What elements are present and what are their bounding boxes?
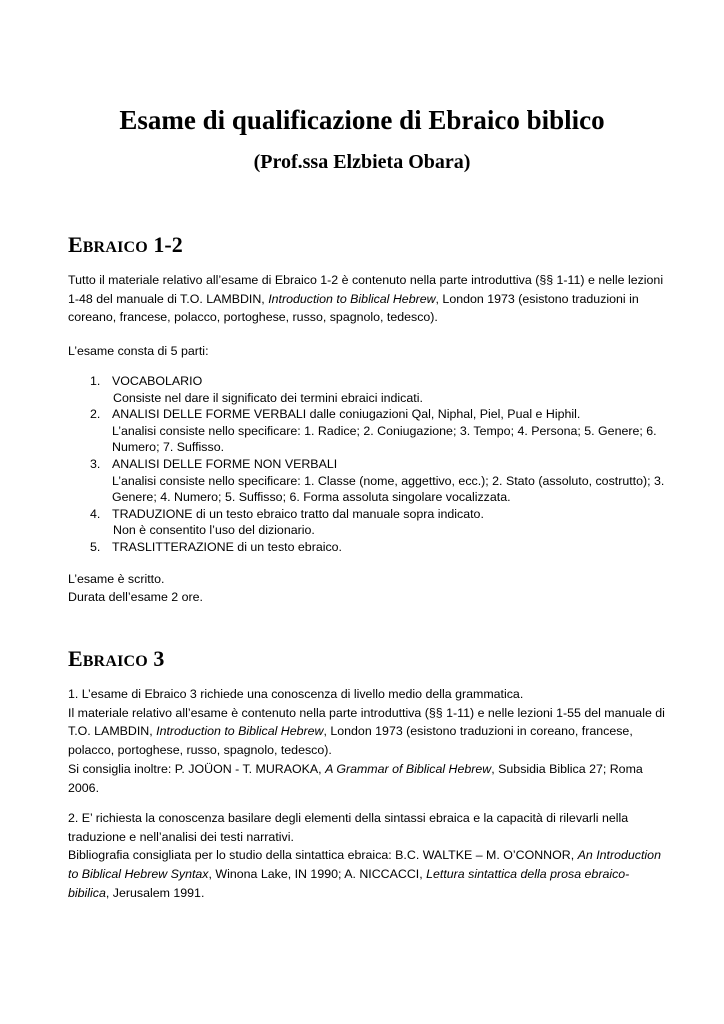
book-title: Lettura sintattica della prosa ebraico-bibilica bbox=[68, 867, 630, 900]
list-item bbox=[68, 456, 668, 506]
exam-parts-list bbox=[68, 373, 668, 556]
document-subtitle: (Prof.ssa Elzbieta Obara) bbox=[253, 151, 471, 173]
parts-intro: L’esame consta di 5 parti: bbox=[68, 344, 209, 358]
list-item-description: L’analisi consiste nello specificare: 1. Classe (nome, aggettivo, ecc.); 2. Stato (assoluto, costrutto); 3. Genere; 4. Numero; 5. Suffisso; 6. Forma assoluta singolare vocalizzata. bbox=[112, 473, 665, 505]
list-item-number: 4. bbox=[90, 506, 101, 521]
exam-written-line: L’esame è scritto. bbox=[68, 572, 165, 586]
section2-paragraph-2 bbox=[68, 809, 668, 903]
heading-number: 3 bbox=[147, 646, 165, 671]
list-item-number: 2. bbox=[90, 407, 101, 422]
heading-smallcaps: BRAICO bbox=[82, 239, 148, 256]
exam-format-note bbox=[68, 570, 668, 606]
list-item bbox=[68, 406, 668, 456]
list-item bbox=[68, 506, 668, 539]
document-title: Esame di qualificazione di Ebraico biblico bbox=[119, 105, 605, 135]
list-item-number: 5. bbox=[90, 539, 101, 554]
paragraph-line: 1. L’esame di Ebraico 3 richiede una conoscenza di livello medio della grammatica. bbox=[68, 687, 524, 701]
intro-text-end: , London 1973 (esistono traduzioni in coreano, francese, polacco, portoghese, russo, spagnolo, tedesco). bbox=[68, 291, 639, 325]
intro-text: Tutto il materiale relativo all’esame di Ebraico 1-2 è contenuto nella parte introduttiva (§§ 1-11) e nelle lezioni 1-48 del manuale di T.O. LAMBDIN, bbox=[68, 273, 664, 306]
heading-initial: E bbox=[68, 646, 83, 671]
book-title: An Introduction to Biblical Hebrew Syntax bbox=[68, 848, 661, 882]
intro-book-title: Introduction to Biblical Hebrew bbox=[268, 291, 436, 306]
list-item-title: VOCABOLARIO bbox=[112, 374, 203, 388]
paragraph-text: Bibliografia consigliata per lo studio della sintattica ebraica: B.C. WALTKE – M. O’CONNOR, bbox=[68, 848, 578, 863]
heading-number: 1-2 bbox=[147, 232, 183, 257]
paragraph-text: , Winona Lake, IN 1990; A. NICCACCI, bbox=[208, 867, 427, 882]
paragraph-line: 2. E’ richiesta la conoscenza basilare degli elementi della sintassi ebraica e la capacità di rilevarli nella traduzione e nell’analisi dei testi narrativi. bbox=[68, 811, 629, 844]
list-item-description: L’analisi consiste nello specificare: 1. Radice; 2. Coniugazione; 3. Tempo; 4. Persona; 5. Genere; 6. Numero; 7. Suffisso. bbox=[112, 423, 657, 455]
section1-intro-paragraph bbox=[68, 271, 668, 327]
paragraph-text: , London 1973 (esistono traduzioni in coreano, francese, polacco, portoghese, russo, spagnolo, tedesco). bbox=[68, 724, 633, 758]
list-item-title: ANALISI DELLE FORME VERBALI dalle coniugazioni Qal, Niphal, Piel, Pual e Hiphil. bbox=[112, 407, 581, 422]
paragraph-text: , Subsidia Biblica 27; Roma 2006. bbox=[68, 761, 643, 795]
heading-initial: E bbox=[68, 232, 83, 257]
section-heading-ebraico-3 bbox=[68, 646, 164, 675]
list-item-number: 1. bbox=[90, 374, 101, 388]
section2-paragraph-1 bbox=[68, 685, 668, 797]
exam-duration-line: Durata dell’esame 2 ore. bbox=[68, 590, 203, 604]
list-item-title: ANALISI DELLE FORME NON VERBALI bbox=[112, 456, 338, 471]
list-item-description: Consiste nel dare il significato dei termini ebraici indicati. bbox=[113, 390, 423, 405]
list-item bbox=[68, 539, 668, 556]
list-item-number: 3. bbox=[90, 456, 101, 471]
book-title: A Grammar of Biblical Hebrew bbox=[325, 761, 492, 776]
paragraph-text: Si consiglia inoltre: P. JOÜON - T. MURAOKA, bbox=[68, 761, 326, 776]
paragraph-text: Il materiale relativo all’esame è contenuto nella parte introduttiva (§§ 1-11) e nelle lezioni 1-55 del manuale di T.O. LAMBDIN, bbox=[68, 705, 665, 739]
list-item bbox=[68, 373, 668, 406]
list-item-description: Non è consentito l’uso del dizionario. bbox=[113, 523, 315, 538]
section-heading-ebraico-1-2 bbox=[68, 232, 183, 261]
list-item-title: TRASLITTERAZIONE di un testo ebraico. bbox=[112, 539, 342, 554]
book-title: Introduction to Biblical Hebrew bbox=[156, 724, 324, 739]
heading-smallcaps: BRAICO bbox=[82, 653, 148, 670]
list-item-title: TRADUZIONE di un testo ebraico tratto dal manuale sopra indicato. bbox=[112, 506, 484, 521]
paragraph-text: , Jerusalem 1991. bbox=[105, 885, 205, 900]
